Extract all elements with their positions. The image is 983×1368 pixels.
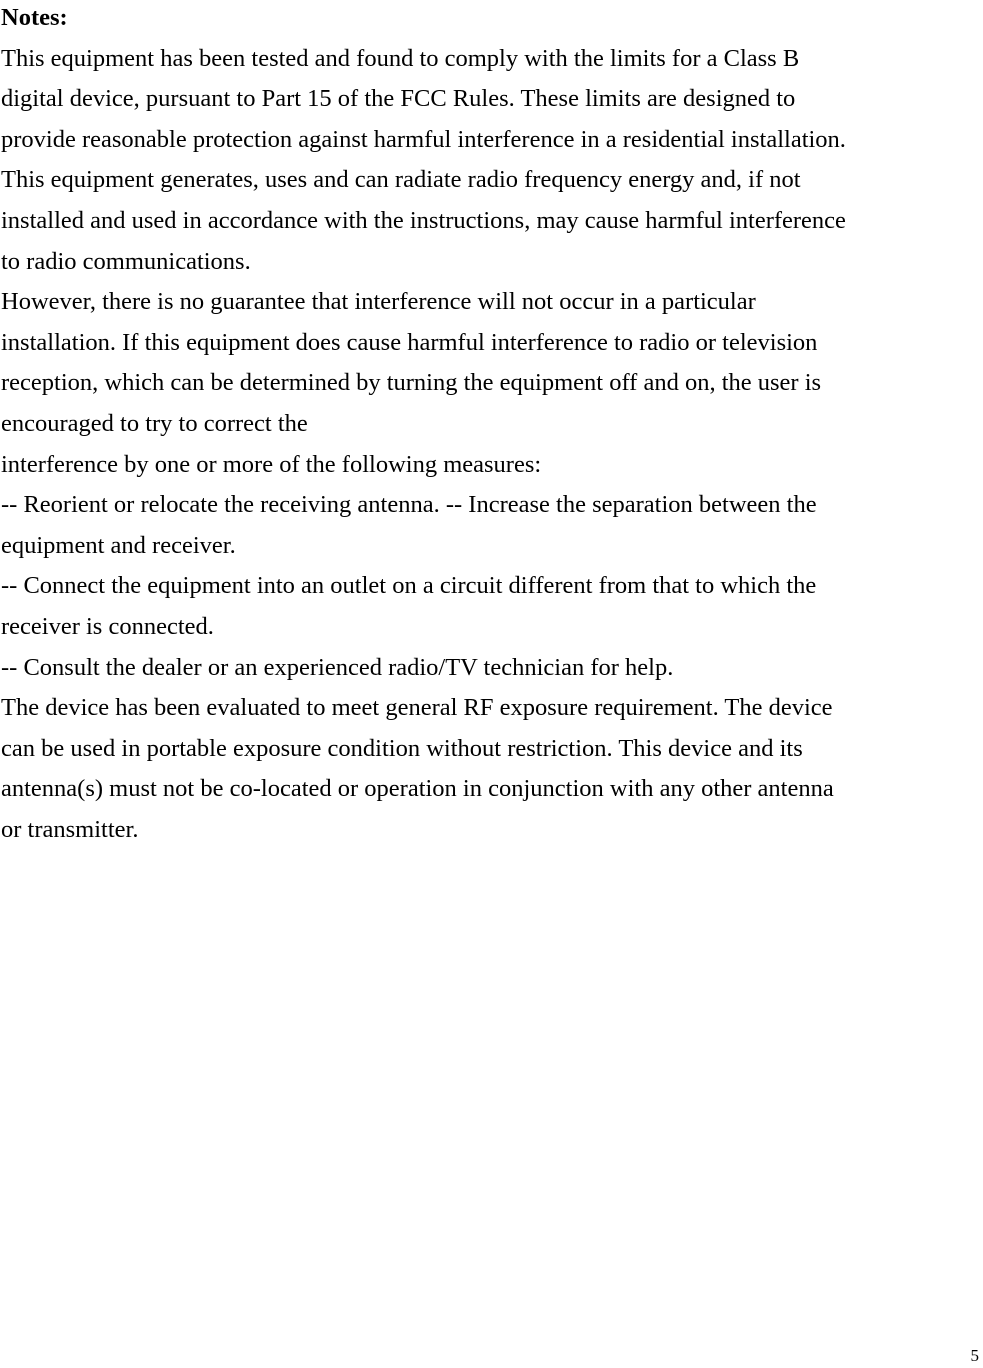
- text-line: provide reasonable protection against harmful interference in a residential installation.: [1, 125, 846, 153]
- text-line: installation. If this equipment does cause harmful interference to radio or television: [1, 328, 818, 356]
- text-line: However, there is no guarantee that interference will not occur in a particular: [1, 288, 756, 316]
- text-line: receiver is connected.: [1, 612, 214, 640]
- text-line: -- Connect the equipment into an outlet on a circuit different from that to which the: [1, 572, 817, 600]
- text-line: This equipment generates, uses and can radiate radio frequency energy and, if not: [1, 166, 801, 194]
- text-line: or transmitter.: [1, 815, 139, 843]
- text-line: digital device, pursuant to Part 15 of the FCC Rules. These limits are designed to: [1, 85, 796, 113]
- text-line: equipment and receiver.: [1, 531, 236, 559]
- text-line: to radio communications.: [1, 247, 251, 275]
- text-line: interference by one or more of the following measures:: [1, 450, 542, 478]
- text-line: The device has been evaluated to meet general RF exposure requirement. The device: [1, 694, 833, 722]
- text-line: This equipment has been tested and found to comply with the limits for a Class B: [1, 44, 800, 72]
- text-line: reception, which can be determined by turning the equipment off and on, the user is: [1, 369, 822, 397]
- text-line: -- Reorient or relocate the receiving antenna. -- Increase the separation between the: [1, 491, 817, 519]
- text-line: -- Consult the dealer or an experienced radio/TV technician for help.: [1, 653, 674, 681]
- notes-section: [1, 0, 983, 850]
- text-line: antenna(s) must not be co-located or operation in conjunction with any other antenna: [1, 775, 834, 803]
- text-line: can be used in portable exposure condition without restriction. This device and its: [1, 734, 803, 762]
- page-number: 5: [970, 1346, 979, 1365]
- notes-heading: Notes:: [1, 4, 68, 31]
- text-line: installed and used in accordance with the instructions, may cause harmful interference: [1, 206, 846, 234]
- text-line: encouraged to try to correct the: [1, 409, 308, 437]
